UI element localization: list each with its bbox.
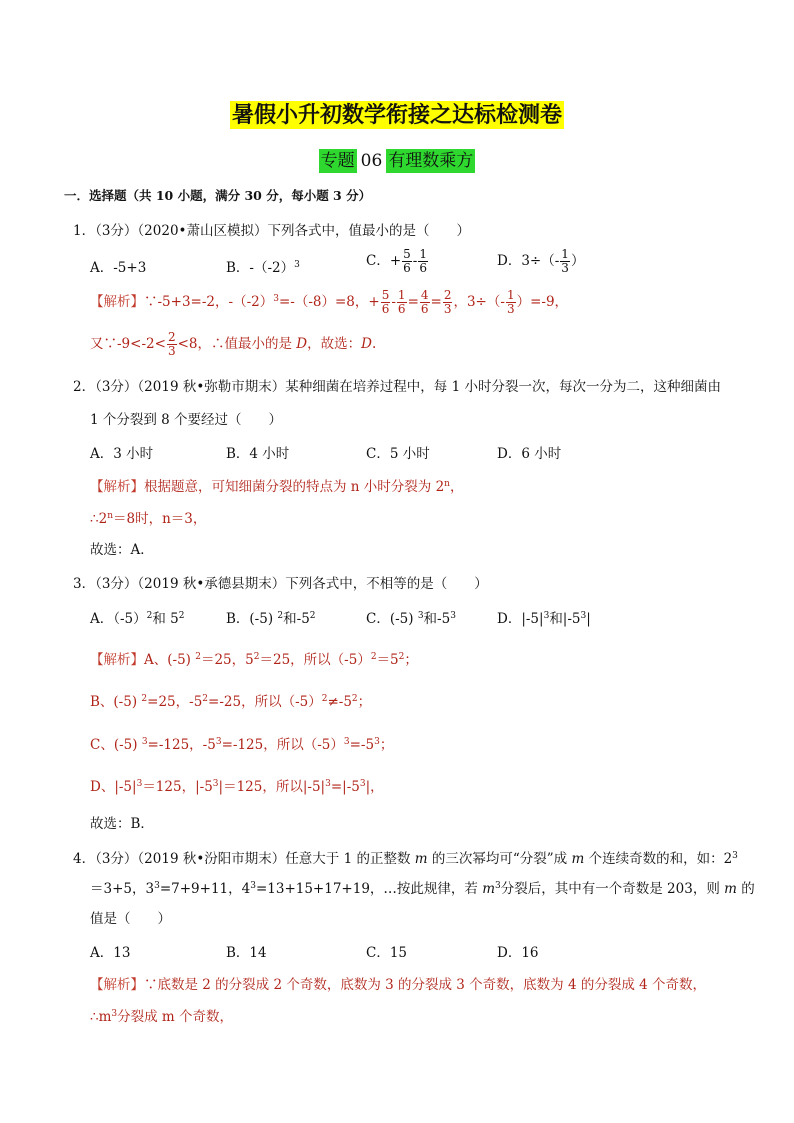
q4-stem-line2: ＝3+5，$3^3=7+9+11$，$4^3=13+15+17+19$，…按此规律，若 $m^3$分裂后，其中有一个奇数是 203，则 m 的 <box>90 881 755 897</box>
subtitle-topic: 有理数乘方 <box>388 151 474 171</box>
q3-option-d: D．$|-5|^3$和$|-5^3|$ <box>497 611 591 627</box>
q3-option-c: C．(-5) $^3$和$-5^3$ <box>366 611 456 627</box>
q3-option-a: A．$(-5)^2$和 $5^2$ <box>90 611 185 627</box>
q2-option-a: A．3 小时 <box>90 446 154 462</box>
q3-stem: 3．（3分）（2019 秋•承德县期末）下列各式中，不相等的是（ ） <box>73 576 488 592</box>
q3-solution-c: C、(-5) $^3$=-125，$-5^3=-125$，所以$(-5)^3=-5^3$； <box>90 737 394 753</box>
q1-solution-line2: 又∵-9<-2< $\frac{2}{3}$ <8，∴值最小的是 D，故选：D. <box>90 330 377 358</box>
q1-option-b: B．$-(-2)^3$ <box>226 260 300 276</box>
q3-solution-d: D、$|-5|^3=125$，$|-5^3|=125$，所以$|-5|^3=|-5^3|$， <box>90 779 384 795</box>
q1-solution-line1: 【解析】∵-5+3=-2，$-(-2)^3=-(-8)=8$，+ $\frac{5}{6}$ - $\frac{1}{6}$ = $\frac{4}{6}$ = $\frac{2}{3}$ ，3÷（- $\frac{1}{3}$ ）=-9， <box>90 288 569 316</box>
q1-option-a: A．-5+3 <box>90 260 147 276</box>
q2-solution-line1: 【解析】根据题意，可知细菌分裂的特点为 n 小时分裂为 2$^n$， <box>90 479 464 495</box>
subtitle-number: 06 <box>357 151 387 171</box>
q2-solution-line2: $\therefore 2^n=8$时，n＝3， <box>90 511 207 527</box>
q4-stem-line3: 值是（ ） <box>90 911 171 927</box>
q4-option-d: D．16 <box>497 945 539 961</box>
q1-stem: 1．（3分）（2020•萧山区模拟）下列各式中，值最小的是（ ） <box>73 223 470 239</box>
q4-solution-line2: $\therefore m^3$分裂成 m 个奇数， <box>90 1009 234 1025</box>
q2-option-c: C．5 小时 <box>366 446 430 462</box>
q2-option-b: B．4 小时 <box>226 446 290 462</box>
subtitle-prefix: 专题 <box>320 151 355 171</box>
doc-subtitle <box>0 146 794 171</box>
q4-stem-line1: 4．（3分）（2019 秋•汾阳市期末）任意大于 1 的正整数 m 的三次幂均可“分裂”成 m 个连续奇数的和，如：$2^3$ <box>73 851 738 867</box>
q3-solution-b: B、(-5) $^2$=25，$-5^2=-25$，所以$(-5)^2\ne-5^2$； <box>90 694 372 710</box>
doc-title-text: 暑假小升初数学衔接之达标检测卷 <box>231 102 562 128</box>
q4-option-b: B．14 <box>226 945 267 961</box>
q3-answer: 故选：B． <box>90 816 154 832</box>
section-heading: 一．选择题（共 10 小题，满分 30 分，每小题 3 分） <box>64 188 372 203</box>
q1-option-d: D．3÷（- $\frac{1}{3}$ ） <box>497 247 585 275</box>
q4-option-a: A．13 <box>90 945 131 961</box>
q4-solution-line1: 【解析】∵底数是 2 的分裂成 2 个奇数，底数为 3 的分裂成 3 个奇数，底数为 4 的分裂成 4 个奇数， <box>90 977 707 993</box>
q2-stem-line1: 2．（3分）（2019 秋•弥勒市期末）某种细菌在培养过程中，每 1 小时分裂一次，每次一分为二，这种细菌由 <box>73 379 721 395</box>
q2-answer: 故选：A． <box>90 542 154 558</box>
q4-option-c: C．15 <box>366 945 408 961</box>
q1-option-c: C．+ $\frac{5}{6}$ - $\frac{1}{6}$ <box>366 247 427 275</box>
q3-option-b: B．(-5) $^2$和$-5^2$ <box>226 611 316 627</box>
q2-option-d: D．6 小时 <box>497 446 562 462</box>
q2-stem-line2: 1 个分裂到 8 个要经过（ ） <box>90 412 283 428</box>
doc-title <box>0 98 794 129</box>
q3-solution-a: 【解析】A、(-5) $^2$＝25，$5^2=25$，所以$(-5)^2=5^2$； <box>90 652 418 668</box>
